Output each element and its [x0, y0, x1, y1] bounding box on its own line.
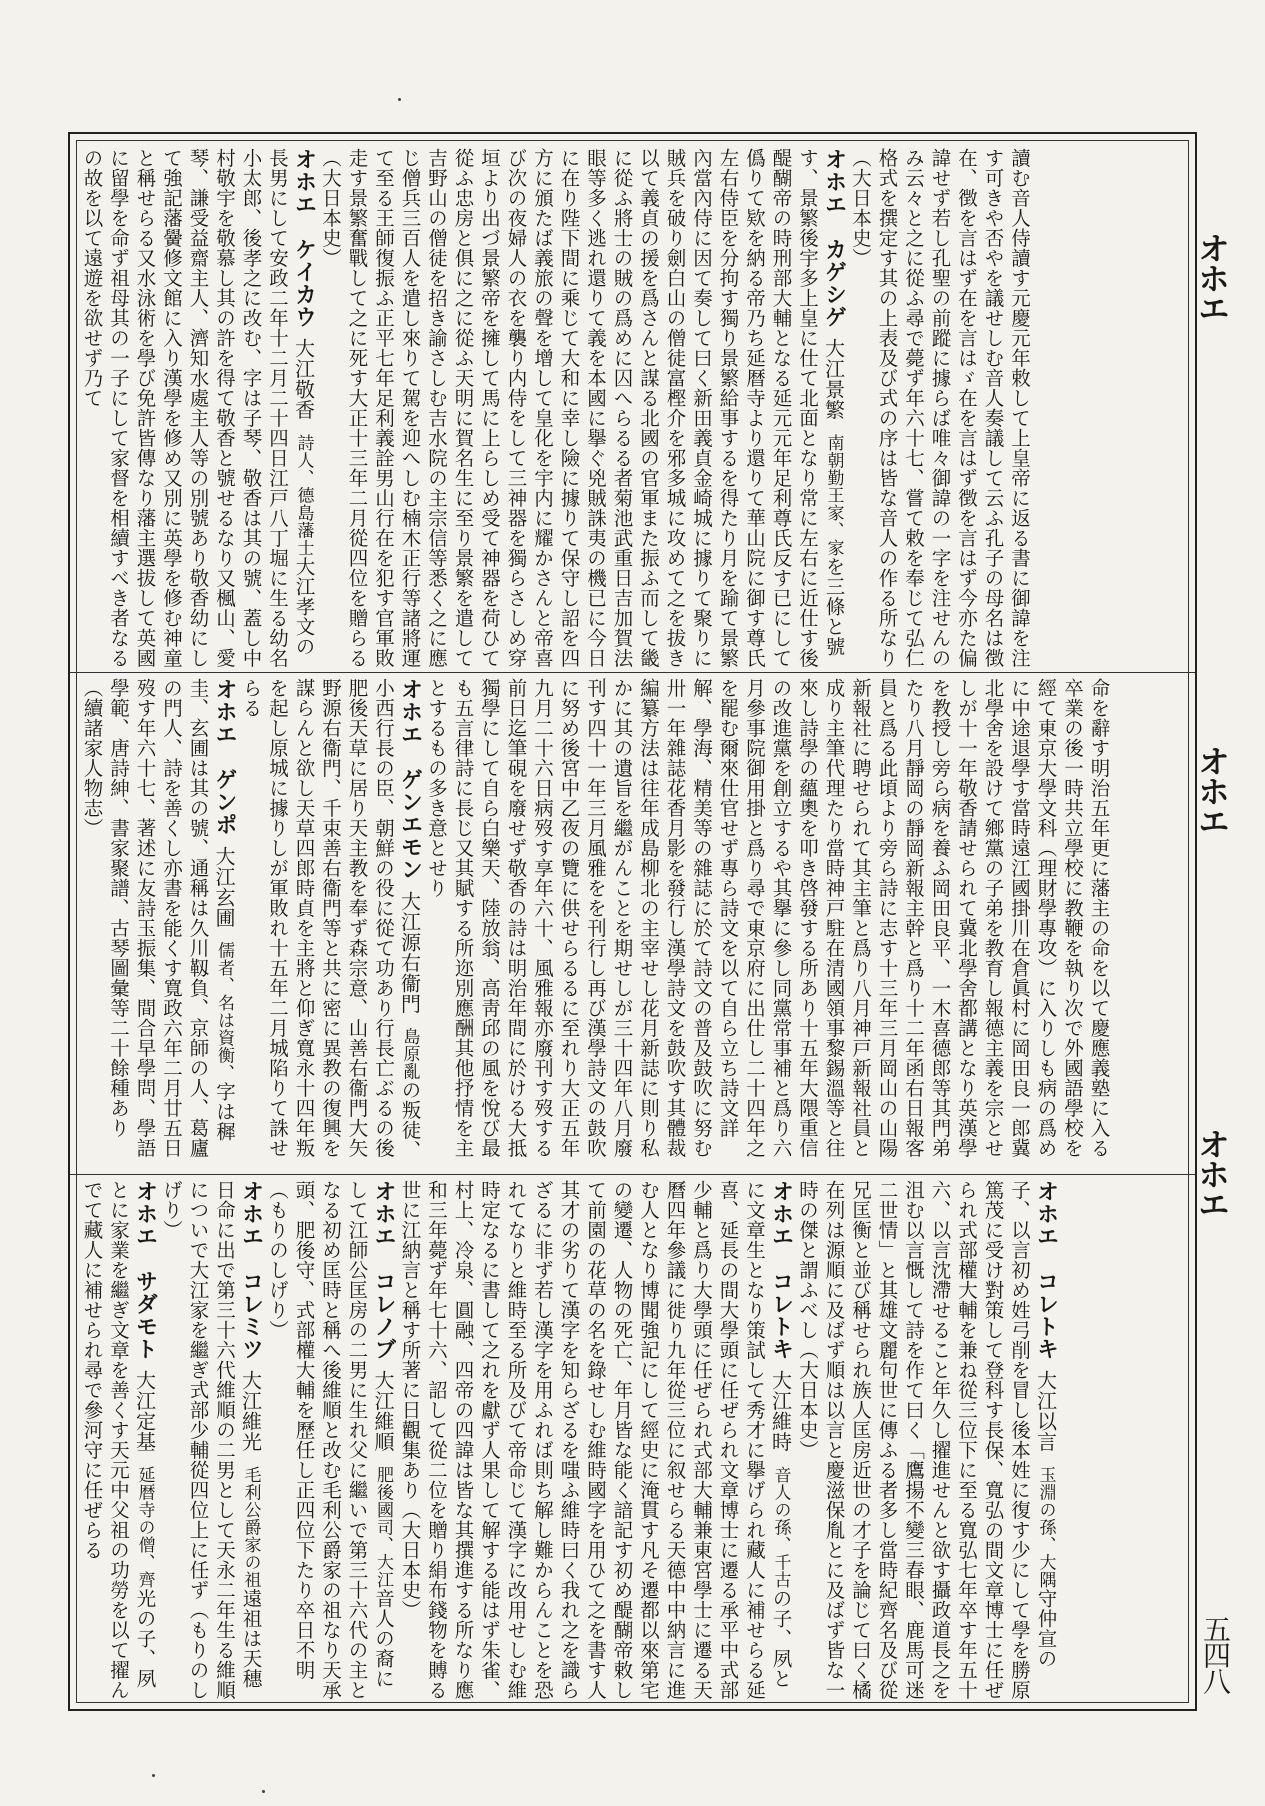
entry-heading: オホエ ゲンエモン: [397, 678, 423, 881]
entry-description: 音人の孫、千古: [770, 1466, 791, 1589]
running-head-bottom: オホエ: [1193, 1128, 1231, 1218]
entry-body: の子、夙とに文章生となり策試して秀才に擧げられ藏人に補せらる延喜、延長の間大學頭に任ぜられ文章博士に遷る承平中式部少輔と爲り大學頭に任ぜられ式部大輔兼東宮學士に遷る天曆四年參議に徙り九年從三位に叙せらる天德中中納言に進む人となり博聞強記にして經史に淹貫す凡そ遷都以來第宅の變遷、人物の死亡、年月皆な能く諳記す初め醍醐帝敕して前園の花草の名を錄せしむ維時國字を用ひて之を書す人其才の劣りて漢字を知らざるを嗤ふ維時曰く我れ之を識らざるに非ず若し漢字を用ふれば則ち解し難からんことを恐れてなりと維時至る所及びて帝命じて漢字に改用せしむ維時定なるに書して之れを獻ず人果して解する能はず朱雀、村上、冷泉、圓融、四帝の四諱は皆な其撰進する所なり應和三年薨ず年七十六、詔して從二位を贈り絹布錢物を賻る世に江納言と稱す所著に日觀集あり（大日本史）: [398, 1180, 793, 1700]
row-2: [78, 678, 1187, 1170]
running-head-middle: オホエ: [1193, 745, 1231, 835]
entry-name: 大江景繁: [821, 338, 846, 420]
entry-heading: オホエ コレノブ: [371, 1180, 396, 1360]
row-3: [78, 1180, 1187, 1700]
entry-name: 大江以言: [1033, 1370, 1058, 1452]
entry-name: 大江敬香: [291, 338, 316, 420]
running-head-top: オホエ: [1193, 232, 1231, 322]
entry-body: を三條と號す、景繁後宇多上皇に仕て北面となり常に左右に近仕す後醍醐帝の時刑部大輔となる延元元年足利尊氏反す已にして僞りて欵を納る帝乃ち延暦寺より還りて華山院に御す尊氏左右侍臣を分拘す獨り景繁給事するを得たり月を踰て景繁內當內侍に因て奏して曰く新田義貞金崎城に據りて聚りに賊兵を破り劍白山の僧徒富樫介を邪多城に攻めて之を拔き以て義貞の援を爲さんと謀る北國の官軍また振ふ而して畿に從ふ將士の賊の爲めに囚へらるる者菊池武重日吉加賀法眼等多く逃れ還りて義を本國に擧ぐ兇賊誅夷の機已に今日に在り陛下間に乘じて大和に幸し險に據りて保守し詔を四方に頒たば義旅の聲を增して皇化を宇内に耀かさんと帝喜び次の夜婦人の衣を襲り内侍をして三神器を獨らさしめ穿垣より出づ景繁帝を擁して馬に上らしめ受て神器を荷ひて從ふ忠房と俱に之に從ふ天明に賀名生に至り景繁を遣して吉野山の僧徒を招き諭さしむ吉水院の主宗信等悉く之に應じ僧兵三百人を遣し來りて駕を迎へしむ楠木正行等諸將運て至る王師復振ふ正平七年足利義詮男山行在を犯す官軍敗走す景繁奮戰して之に死す大正十三年二月從四位を贈らる（大日本史）: [319, 148, 846, 668]
entry-kageshige: [317, 148, 847, 668]
entry-name: 大江源右衞門: [397, 890, 422, 1014]
entry-body: 音人の裔にして江師公匡房の二男に生れ父に繼いで第三十六代の主となる初め匡時と稱へ後維順と改む毛利公爵家の祖なり天承頭、肥後守、式部權大輔を歷任し正四位下たり卒日不明（もりのしげり）: [266, 1180, 395, 1700]
entry-name: 大江定基: [132, 1370, 157, 1452]
row-2-text: [78, 678, 1112, 1170]
page-number: 五四八: [1199, 1615, 1232, 1693]
entry-genemon: [237, 678, 423, 1170]
entry-body: の叛徒、小西行長の臣、朝鮮の役に從て功あり行長亡ぶるの後肥後天草に居り天主教を奉ず森宗意、山善右衞門大矢野源右衞門、千束善右衞門等と共に密に異教の復興を謀らんと欲し天草四郎時貞を主將と仰ぎ寬永十四年叛を起し原城に據りしが軍敗れ十五年二月城陷りて誅せらる: [239, 678, 422, 1160]
entry-koretoki-2: [396, 1180, 794, 1700]
entry-description: 毛利公爵家の祖: [240, 1466, 261, 1589]
entry-description: 詩人、德島藩士: [293, 434, 314, 557]
entry-heading: オホエ ケイカウ: [291, 148, 317, 328]
entry-description: 南朝勤王家、家: [823, 434, 844, 557]
row-2-continuation: 命を辭す明治五年更に藩主の命を以て慶應義塾に入る卒業の後一時共立學校に教鞭を執り次で外國語學校を經て東京大學文科（理財學專攻）に入りしも病の爲めに中途退學す當時遠江國掛川在倉眞村に岡田良一郎冀北學舍を設けて鄉黨の子弟を教育し報德主義を宗とせしが十一年敬香請せられて冀北學舍都講となり英漢學を教授し旁ら病を養ふ岡田良平、一木喜德郎等其門弟たり八月靜岡の靜岡新報主幹と爲り十二年函右日報客員と爲る此頃より旁ら詩に志す十三年三月岡山の山陽新報社に聘せられて其主筆と爲り八月神戸新報社員と成り主筆代理たり當時神戸駐在清國領事黎錫溫等と往來し詩學の蘊奧を叩き啓發する所あり十五年大隈重信の改進黨を創立するや其擧に參し同黨常事補と爲り六月參事院御用掛と爲り尋で東京府に出仕し二十四年之を罷む爾來仕官せず專ら詩文を以て自ら立ち詩文詳解、學海、精美等の雜誌に於て詩文の普及鼓吹に努む卅一年雜誌花香月影を發行し漢學詩文を鼓吹す其體裁編纂方法は往年成島柳北の主宰せし花月新誌に則り私かに其の遺旨を繼がんことを期せしが三十四年八月廢刊す四十一年三月風雅をを刊行し再び漢學詩文の鼓吹に努め後宮中乙夜の覽に供せらるるに至れり大正五年九月二十六日病歿す享年六十、風雅報亦廢刊す歿する前日迄筆硯を廢せず敬香の詩は明治年間に於ける大抵獨學にして自ら白樂天、陸放翁、高靑邱の風を悅び最も五言律詩に長じ又其賦する所迩別應酬其他抒情を主とするもの多き意とせり: [425, 678, 1111, 1158]
row-divider-2: [70, 1174, 1195, 1175]
entry-body: 大江孝文の長男にして安政二年十二月二十四日江戸八丁堀に生る幼名小太郎、後孝之に改む、字は子琴、敬香は其の號、蓋し中村敬宇を敬慕し其の許を得て敬香と號せるなり又楓山、愛琴、謙受益齋主人、濟知水處主人等の別號あり敬香幼にして強記藩黌修文館に入り漢學を修め又別に英學を修む神童と稱せらる又水泳術を學び免許皆傳なり藩主選拔して英國に留學を命ず祖母其の一子にして家督を相續すべき者なるの故を以て遠遊を欲せず乃て: [80, 148, 316, 668]
entry-name: 大江玄圃: [212, 845, 236, 928]
entry-sadamoto: [78, 1180, 158, 1700]
entry-heading: オホエ コレトキ: [1033, 1180, 1059, 1360]
entry-body: 守仲宣の子、以言初め姓弓削を冒し後本姓に復す少にして學を勝原篤茂に受け對策して登科す長保、寬弘の間文章博士に任ぜられ式部權大輔を兼ね從三位下に至る寬弘七年卒す年五十六、以言沈滯せること年久し擢進せんと欲す攝政道長之を沮む以言慨して詩を作て曰く「鷹揚不變三春眼、鹿馬可迷二世情」と其雄文麗句世に傳ふる者多し當時紀齊名及び從兄匡衡と並び稱せられ族人匡房近世の才子を論じて曰く橘在列は源順に及ばず順は以言と慶滋保胤とに及ばず皆な一時の傑と謂ふべし（大日本史）: [796, 1180, 1058, 1700]
entry-description: 玉淵の孫、大隅: [1035, 1466, 1056, 1589]
entry-heading: オホエ ゲンポ: [212, 678, 237, 836]
entry-keikou: [78, 148, 317, 668]
entry-koretoki-1: [794, 1180, 1059, 1700]
entry-description: 延暦寺の僧、齊: [134, 1466, 155, 1589]
entry-name: 大江維順: [371, 1370, 395, 1452]
entry-name: 大江維時: [768, 1370, 793, 1452]
entry-description: 肥後國司、大江: [373, 1466, 393, 1589]
entry-heading: オホエ コレトキ: [768, 1180, 794, 1360]
entry-genpo: [78, 678, 237, 1170]
entry-body: 光の子、夙とに家業を繼ぎ文章を善くす天元中父祖の功勞を以て擢んでて藏人に補せられ尋で參河守に任ぜらる: [80, 1180, 157, 1700]
entry-heading: オホエ カゲシゲ: [821, 148, 847, 328]
entry-description: 儒者、名は資衡、: [214, 941, 234, 1082]
entry-heading: オホエ コレミツ: [238, 1180, 264, 1360]
entry-name: 大江維光: [238, 1370, 263, 1452]
entry-korenobu: [264, 1180, 397, 1700]
entry-body: 字は穉圭、玄圃は其の號、通稱は久川靱負、京師の人、葛廬の門人、詩を善くし亦書を能くす寬政六年二月廿五日歿す年六十七、著述に友詩玉振集、間合早學問、學語學範、唐詩紳、書家聚譜、古琴圖彙等二十餘種あり（續諸家人物志）: [80, 678, 236, 1158]
entry-description: 島原亂: [399, 1027, 420, 1080]
row-divider-1: [70, 672, 1195, 673]
row-1-text: [78, 148, 1032, 668]
row-1-continuation: 讀む音人侍讀す元慶元年敕して上皇帝に返る書に御諱を注す可きや否やを議せしむ音人奏議して云ふ孔子の母名は徴在、徴を言はず在を言はゞ在を言はず徴を言はず今亦た偏諱せず若し孔聖の前蹤に據らば唯々御諱の一字を注せんのみ云々と之に從ふ尋で薨ず年六十七、嘗て敕を奉じて弘仁格式を撰定す其の上表及び式の序は皆な音人の作る所なり（大日本史）: [849, 148, 1031, 668]
entry-koremitsu: [158, 1180, 264, 1700]
row-3-text: [78, 1180, 1059, 1700]
entry-body: 遠祖は天穗日命に出で第三十六代維順の二男として天永二年生る維順についで大江家を繼ぎ式部少輔從四位上に任ず（もりのしげり）: [160, 1180, 263, 1700]
entry-heading: オホエ サダモト: [132, 1180, 158, 1360]
page-frame: [68, 132, 1197, 1711]
row-1: [78, 148, 1187, 668]
